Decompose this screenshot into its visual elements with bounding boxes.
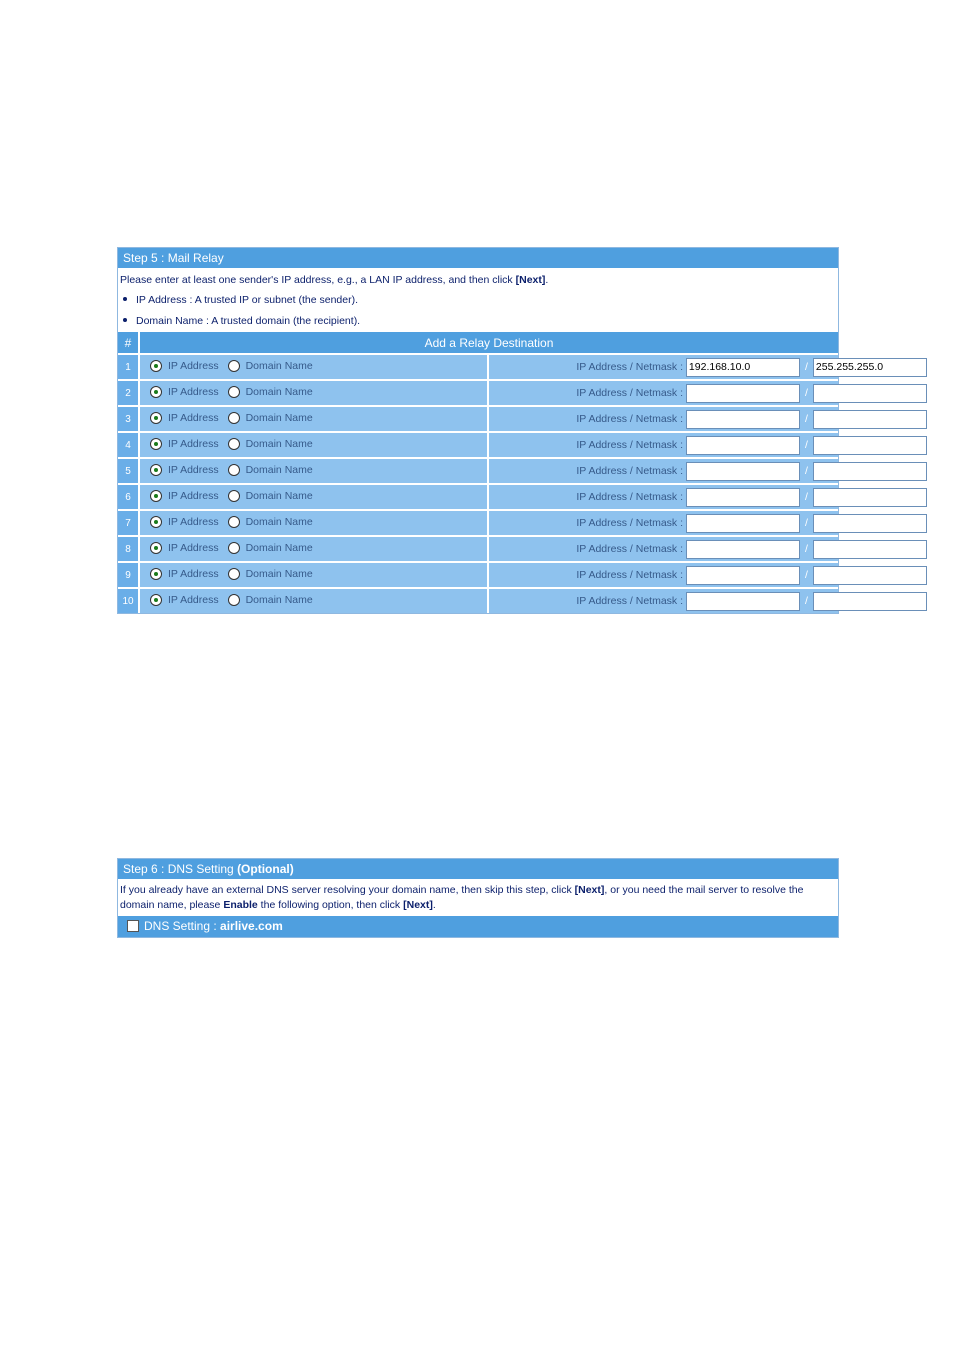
table-row — [118, 561, 838, 587]
ip-address-input[interactable] — [686, 410, 800, 429]
row-number: 4 — [118, 431, 140, 457]
ip-address-radio[interactable] — [150, 412, 162, 424]
domain-name-radio[interactable] — [228, 516, 240, 528]
ip-netmask-label: IP Address / Netmask : — [576, 465, 683, 477]
slash-separator: / — [804, 595, 808, 607]
ip-address-input[interactable] — [686, 384, 800, 403]
ip-address-option[interactable] — [150, 490, 219, 502]
relay-type-cell — [140, 431, 489, 457]
ip-address-radio[interactable] — [150, 386, 162, 398]
desc-part4: . — [432, 899, 436, 911]
relay-type-cell — [140, 509, 489, 535]
ip-address-input[interactable] — [686, 514, 800, 533]
ip-address-radio[interactable] — [150, 542, 162, 554]
row-number: 7 — [118, 509, 140, 535]
ip-address-input[interactable] — [686, 540, 800, 559]
ip-netmask-label: IP Address / Netmask : — [576, 387, 683, 399]
relay-address-cell — [489, 405, 838, 431]
ip-address-option-label: IP Address — [168, 593, 219, 606]
relay-address-cell — [489, 379, 838, 405]
domain-name-radio[interactable] — [228, 568, 240, 580]
domain-name-option-label: Domain Name — [245, 359, 313, 372]
ip-address-radio[interactable] — [150, 360, 162, 372]
ip-address-option-label: IP Address — [168, 541, 219, 554]
desc-part3: the following option, then click — [257, 899, 404, 911]
netmask-input[interactable]: 255.255.255.0 — [813, 358, 927, 377]
ip-address-input[interactable] — [686, 566, 800, 585]
relay-type-cell — [140, 561, 489, 587]
domain-name-option[interactable] — [228, 360, 313, 372]
ip-netmask-label: IP Address / Netmask : — [576, 361, 683, 373]
ip-address-input[interactable] — [686, 462, 800, 481]
relay-type-cell — [140, 535, 489, 561]
domain-name-option[interactable] — [228, 542, 313, 554]
ip-address-option-label: IP Address — [168, 437, 219, 450]
slash-separator: / — [804, 569, 808, 581]
ip-address-option-label: IP Address — [168, 567, 219, 580]
slash-separator: / — [804, 543, 808, 555]
slash-separator: / — [804, 465, 808, 477]
bullet-dot-icon — [123, 318, 127, 322]
relay-type-cell — [140, 587, 489, 613]
ip-address-option[interactable] — [150, 568, 219, 580]
bullet-dot-icon — [123, 297, 127, 301]
ip-netmask-label: IP Address / Netmask : — [576, 413, 683, 425]
slash-separator: / — [804, 439, 808, 451]
ip-address-option-label: IP Address — [168, 411, 219, 424]
domain-name-option[interactable] — [228, 490, 313, 502]
ip-netmask-label: IP Address / Netmask : — [576, 569, 683, 581]
step5-intro — [118, 268, 838, 331]
table-row — [118, 353, 838, 379]
relay-address-cell — [489, 431, 838, 457]
desc-enable: Enable — [223, 899, 258, 911]
relay-address-cell — [489, 483, 838, 509]
ip-netmask-label: IP Address / Netmask : — [576, 543, 683, 555]
col-add-relay: Add a Relay Destination — [140, 331, 838, 353]
desc-part1: If you already have an external DNS server resolving your domain name, then skip this step, click — [120, 884, 575, 896]
domain-name-option[interactable] — [228, 464, 313, 476]
step5-title: Step 5 : Mail Relay — [118, 248, 838, 268]
step6-title-text: Step 6 : DNS Setting — [123, 862, 238, 876]
netmask-input[interactable] — [813, 514, 927, 533]
ip-address-input[interactable] — [686, 488, 800, 507]
ip-netmask-label: IP Address / Netmask : — [576, 491, 683, 503]
ip-address-radio[interactable] — [150, 464, 162, 476]
table-row — [118, 457, 838, 483]
domain-name-option-label: Domain Name — [245, 515, 313, 528]
table-row — [118, 431, 838, 457]
ip-netmask-label: IP Address / Netmask : — [576, 517, 683, 529]
ip-address-input[interactable]: 192.168.10.0 — [686, 358, 800, 377]
desc-next2: [Next] — [403, 899, 433, 911]
row-number: 6 — [118, 483, 140, 509]
ip-address-option[interactable] — [150, 594, 219, 606]
relay-address-cell — [489, 509, 838, 535]
domain-name-option-label: Domain Name — [245, 463, 313, 476]
domain-name-radio[interactable] — [228, 360, 240, 372]
ip-address-input[interactable] — [686, 436, 800, 455]
domain-name-option-label: Domain Name — [245, 567, 313, 580]
ip-address-option-label: IP Address — [168, 489, 219, 502]
ip-address-radio[interactable] — [150, 594, 162, 606]
dns-setting-panel — [117, 858, 839, 938]
table-row — [118, 405, 838, 431]
ip-address-option[interactable] — [150, 360, 219, 372]
intro-next: [Next] — [515, 274, 546, 286]
domain-name-option-label: Domain Name — [245, 385, 313, 398]
step6-title-optional: (Optional) — [237, 862, 294, 876]
table-row — [118, 509, 838, 535]
relay-address-cell — [489, 561, 838, 587]
intro-text — [120, 268, 836, 289]
domain-name-radio[interactable] — [228, 386, 240, 398]
ip-address-radio[interactable] — [150, 490, 162, 502]
domain-name-option[interactable] — [228, 386, 313, 398]
domain-name-option-label: Domain Name — [245, 437, 313, 450]
domain-name-option[interactable] — [228, 568, 313, 580]
bullet-domain — [120, 310, 836, 331]
dns-setting-label: DNS Setting : — [144, 919, 221, 933]
relay-table-header — [118, 331, 838, 353]
ip-address-option[interactable] — [150, 438, 219, 450]
row-number: 9 — [118, 561, 140, 587]
netmask-input[interactable] — [813, 540, 927, 559]
domain-name-option-label: Domain Name — [245, 593, 313, 606]
domain-name-option-label: Domain Name — [245, 541, 313, 554]
bullet-ip — [120, 289, 836, 310]
table-row — [118, 535, 838, 561]
relay-address-cell — [489, 535, 838, 561]
step6-title — [118, 859, 838, 879]
netmask-input[interactable] — [813, 488, 927, 507]
relay-type-cell — [140, 405, 489, 431]
ip-address-option[interactable] — [150, 412, 219, 424]
row-number: 1 — [118, 353, 140, 379]
ip-address-option-label: IP Address — [168, 515, 219, 528]
domain-name-option-label: Domain Name — [245, 489, 313, 502]
row-number: 3 — [118, 405, 140, 431]
netmask-input[interactable] — [813, 410, 927, 429]
domain-name-radio[interactable] — [228, 438, 240, 450]
ip-address-option-label: IP Address — [168, 359, 219, 372]
relay-type-cell — [140, 353, 489, 379]
slash-separator: / — [804, 387, 808, 399]
domain-name-option[interactable] — [228, 412, 313, 424]
desc-next1: [Next] — [574, 884, 605, 896]
ip-address-input[interactable] — [686, 592, 800, 611]
domain-name-option[interactable] — [228, 438, 313, 450]
domain-name-option[interactable] — [228, 516, 313, 528]
domain-name-radio[interactable] — [228, 542, 240, 554]
domain-name-radio[interactable] — [228, 412, 240, 424]
bullet-domain-text: Domain Name : A trusted domain (the recipient). — [136, 315, 361, 327]
intro-suffix: . — [545, 274, 549, 286]
domain-name-option[interactable] — [228, 594, 313, 606]
slash-separator: / — [804, 413, 808, 425]
relay-address-cell — [489, 353, 884, 379]
ip-netmask-label: IP Address / Netmask : — [576, 439, 683, 451]
ip-address-radio[interactable] — [150, 516, 162, 528]
netmask-input[interactable] — [813, 436, 927, 455]
table-row — [118, 379, 838, 405]
netmask-input[interactable] — [813, 462, 927, 481]
ip-address-option-label: IP Address — [168, 385, 219, 398]
col-num: # — [118, 331, 140, 353]
dns-setting-checkbox[interactable] — [127, 920, 139, 932]
row-number: 10 — [118, 587, 140, 613]
relay-address-cell — [489, 587, 838, 613]
ip-address-option[interactable] — [150, 464, 219, 476]
row-number: 2 — [118, 379, 140, 405]
relay-address-cell — [489, 457, 838, 483]
slash-separator: / — [804, 517, 808, 529]
ip-address-radio[interactable] — [150, 438, 162, 450]
bullet-ip-text: IP Address : A trusted IP or subnet (the sender). — [136, 294, 358, 306]
netmask-input[interactable] — [813, 566, 927, 585]
table-row — [118, 483, 838, 509]
intro-prefix: Please enter at least one sender's IP address, e.g., a LAN IP address, and then click — [120, 274, 516, 286]
domain-name-radio[interactable] — [228, 464, 240, 476]
relay-table-body — [118, 353, 884, 613]
desc-part2: , or you need the mail server to resolve the domain name, please — [120, 884, 804, 911]
mail-relay-panel — [117, 247, 884, 614]
row-number: 8 — [118, 535, 140, 561]
relay-table — [118, 331, 884, 613]
ip-address-option[interactable] — [150, 516, 219, 528]
ip-address-option[interactable] — [150, 386, 219, 398]
relay-type-cell — [140, 457, 489, 483]
ip-address-option[interactable] — [150, 542, 219, 554]
ip-netmask-label: IP Address / Netmask : — [576, 595, 683, 607]
domain-name-radio[interactable] — [228, 594, 240, 606]
dns-setting-row — [118, 916, 838, 937]
step6-description — [118, 879, 838, 916]
row-number: 5 — [118, 457, 140, 483]
ip-address-option-label: IP Address — [168, 463, 219, 476]
slash-separator: / — [804, 491, 808, 503]
relay-type-cell — [140, 379, 489, 405]
table-row — [118, 587, 838, 613]
slash-separator: / — [804, 361, 808, 373]
netmask-input[interactable] — [813, 592, 927, 611]
domain-name-radio[interactable] — [228, 490, 240, 502]
dns-domain: airlive.com — [220, 919, 283, 933]
domain-name-option-label: Domain Name — [245, 411, 313, 424]
relay-type-cell — [140, 483, 489, 509]
netmask-input[interactable] — [813, 384, 927, 403]
ip-address-radio[interactable] — [150, 568, 162, 580]
